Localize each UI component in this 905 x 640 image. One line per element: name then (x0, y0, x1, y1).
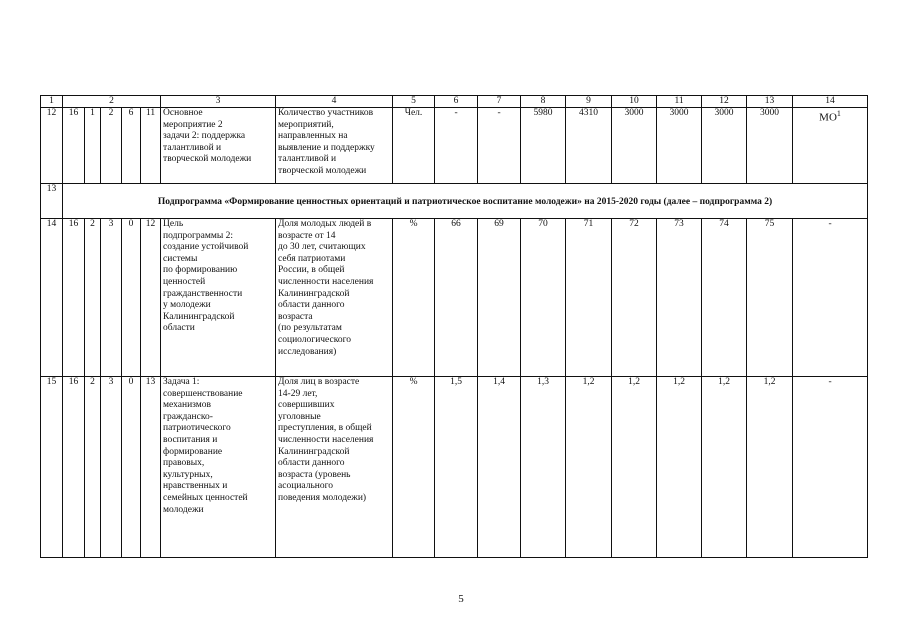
value-cell: 4310 (566, 108, 612, 184)
row-number: 14 (41, 219, 63, 377)
code-cell: 12 (141, 219, 161, 377)
header-col-2: 2 (63, 96, 161, 108)
indicator-name: Доля лиц в возрасте 14-29 лет, совершивших уголовные преступления, в общей численности населения Калининградской области данного возраста (уровень асоциального поведения молодежи) (276, 377, 393, 558)
row-number: 12 (41, 108, 63, 184)
code-cell: 0 (122, 377, 141, 558)
table-row (41, 108, 868, 184)
value-cell: 3000 (612, 108, 657, 184)
subprogram-title: Подпрограмма «Формирование ценностных ориентаций и патриотическое воспитание молодежи» на 2015-2020 годы (далее – подпрограмма 2) (63, 184, 868, 219)
code-cell: 2 (85, 219, 101, 377)
header-col-1: 1 (41, 96, 63, 108)
responsible-cell: - (793, 219, 868, 377)
code-cell: 3 (101, 377, 122, 558)
code-cell: 16 (63, 377, 85, 558)
unit-cell: % (393, 219, 435, 377)
code-cell: 11 (141, 108, 161, 184)
footnote-mark: 1 (836, 109, 841, 118)
header-col-7: 7 (478, 96, 521, 108)
value-cell: 1,2 (612, 377, 657, 558)
code-cell: 1 (85, 108, 101, 184)
code-cell: 16 (63, 108, 85, 184)
header-col-4: 4 (276, 96, 393, 108)
indicator-name: Количество участников мероприятий, направленных на выявление и поддержку талантливой и творческой молодежи (276, 108, 393, 184)
page-number: 5 (458, 593, 464, 605)
task-name: Задача 1: совершенствование механизмов гражданско- патриотического воспитания и формирование правовых, культурных, нравственных и семейных ценностей молодежи (161, 377, 276, 558)
header-col-14: 14 (793, 96, 868, 108)
header-col-12: 12 (702, 96, 747, 108)
table-row (41, 219, 868, 377)
code-cell: 2 (85, 377, 101, 558)
value-cell: 3000 (747, 108, 793, 184)
value-cell: 1,4 (478, 377, 521, 558)
value-cell: 5980 (521, 108, 566, 184)
value-cell: 70 (521, 219, 566, 377)
value-cell: 66 (435, 219, 478, 377)
value-cell: 74 (702, 219, 747, 377)
responsible-cell: - (793, 377, 868, 558)
header-col-9: 9 (566, 96, 612, 108)
responsible-cell (793, 108, 868, 184)
row-number: 13 (41, 184, 63, 219)
header-col-13: 13 (747, 96, 793, 108)
code-cell: 0 (122, 219, 141, 377)
header-col-3: 3 (161, 96, 276, 108)
value-cell: 1,2 (657, 377, 702, 558)
table-row (41, 184, 868, 219)
value-cell: 1,3 (521, 377, 566, 558)
header-col-8: 8 (521, 96, 566, 108)
header-row (41, 96, 868, 108)
value-cell: - (435, 108, 478, 184)
code-cell: 2 (101, 108, 122, 184)
code-cell: 16 (63, 219, 85, 377)
header-col-10: 10 (612, 96, 657, 108)
value-cell: 72 (612, 219, 657, 377)
header-col-6: 6 (435, 96, 478, 108)
code-cell: 6 (122, 108, 141, 184)
table-row (41, 377, 868, 558)
code-cell: 3 (101, 219, 122, 377)
indicators-table (40, 95, 868, 558)
value-cell: 69 (478, 219, 521, 377)
goal-name: Цель подпрограммы 2: создание устойчивой системы по формированию ценностей гражданственности у молодежи Калининградской области (161, 219, 276, 377)
header-col-11: 11 (657, 96, 702, 108)
responsible-text: МО (819, 111, 837, 124)
value-cell: 3000 (702, 108, 747, 184)
indicator-name: Доля молодых людей в возрасте от 14 до 30 лет, считающих себя патриотами России, в общей численности населения Калининградской области данного возраста (по результатам социологического исследования) (276, 219, 393, 377)
value-cell: 73 (657, 219, 702, 377)
value-cell: 75 (747, 219, 793, 377)
value-cell: 1,2 (702, 377, 747, 558)
code-cell: 13 (141, 377, 161, 558)
row-number: 15 (41, 377, 63, 558)
unit-cell: % (393, 377, 435, 558)
value-cell: 1,2 (747, 377, 793, 558)
value-cell: - (478, 108, 521, 184)
event-name: Основное мероприятие 2 задачи 2: поддержка талантливой и творческой молодежи (161, 108, 276, 184)
value-cell: 1,2 (566, 377, 612, 558)
header-col-5: 5 (393, 96, 435, 108)
value-cell: 71 (566, 219, 612, 377)
unit-cell: Чел. (393, 108, 435, 184)
value-cell: 3000 (657, 108, 702, 184)
value-cell: 1,5 (435, 377, 478, 558)
